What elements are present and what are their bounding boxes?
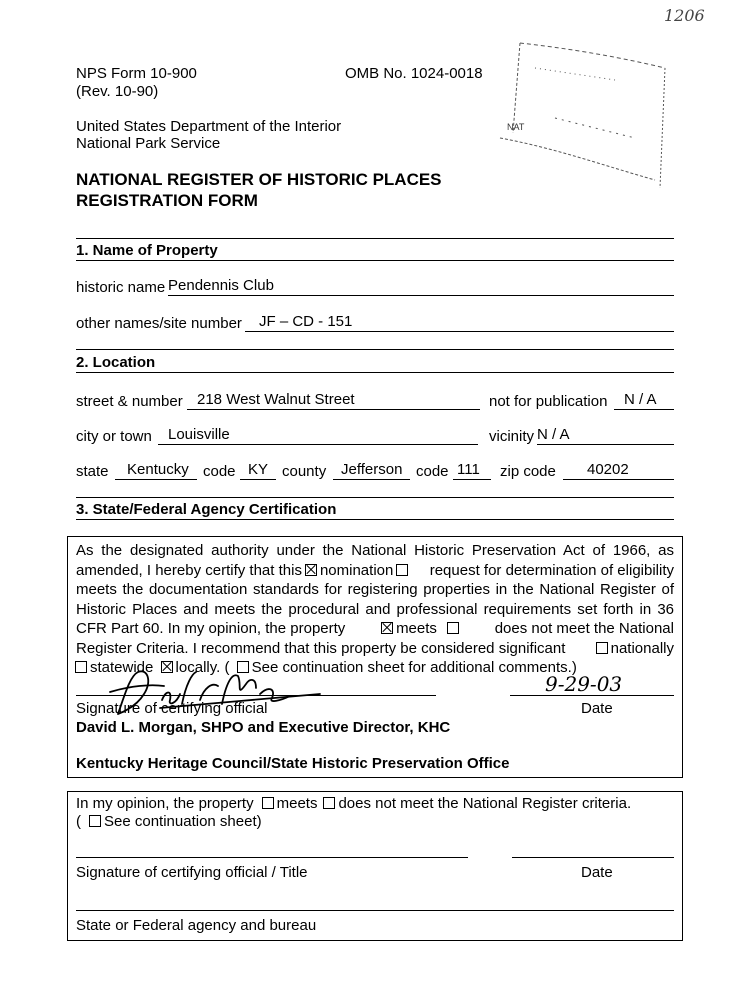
- street-value: 218 West Walnut Street: [197, 391, 355, 408]
- nomination-checkbox[interactable]: [305, 564, 317, 576]
- other-names-label: other names/site number: [76, 315, 242, 332]
- signature-label: Signature of certifying official: [76, 700, 268, 717]
- state-code-value: KY: [248, 461, 269, 478]
- county-label: county: [282, 463, 327, 480]
- county-code-value: 111: [457, 461, 480, 478]
- form-title-line1: NATIONAL REGISTER OF HISTORIC PLACES: [76, 170, 442, 189]
- date-label: Date: [581, 700, 613, 717]
- service: National Park Service: [76, 135, 221, 152]
- other-names-value: JF – CD - 151: [259, 313, 353, 330]
- opinion-date-label: Date: [581, 864, 613, 881]
- zip-value: 40202: [587, 461, 629, 478]
- agency-label: State or Federal agency and bureau: [76, 917, 317, 934]
- statewide-checkbox[interactable]: [75, 661, 87, 673]
- request-checkbox[interactable]: [396, 564, 408, 576]
- form-title-line2: REGISTRATION FORM: [76, 191, 258, 210]
- historic-name-value: Pendennis Club: [168, 277, 274, 294]
- zip-field[interactable]: [563, 461, 674, 480]
- opinion-does-not-meet-checkbox[interactable]: [323, 797, 335, 809]
- not-for-publication-value: N / A: [624, 391, 657, 408]
- handwritten-date: 9-29-03: [545, 672, 623, 696]
- state-code-field[interactable]: [240, 461, 276, 480]
- section1-heading: 1. Name of Property: [76, 242, 218, 259]
- opinion-meets-checkbox[interactable]: [262, 797, 274, 809]
- opinion-signature-line[interactable]: [76, 857, 468, 858]
- city-field[interactable]: [158, 426, 478, 445]
- state-label: state: [76, 463, 109, 480]
- county-field[interactable]: [333, 461, 410, 480]
- opinion-line1: In my opinion, the property meets does not meet the National Register criteria.: [76, 795, 632, 812]
- section3-heading: 3. State/Federal Agency Certification: [76, 501, 337, 518]
- vicinity-field[interactable]: [537, 426, 674, 445]
- state-code-label: code: [203, 463, 236, 480]
- opinion-line2: ( See continuation sheet): [76, 813, 262, 830]
- street-field[interactable]: [187, 391, 480, 410]
- historic-name-field[interactable]: [168, 277, 674, 296]
- svg-text:NAT: NAT: [507, 122, 525, 132]
- street-label: street & number: [76, 393, 183, 410]
- signature-line: [76, 695, 436, 696]
- corner-note: 1206: [664, 6, 705, 25]
- does-not-meet-checkbox[interactable]: [447, 622, 459, 634]
- received-stamp: [495, 38, 675, 188]
- state-field[interactable]: [115, 461, 197, 480]
- not-for-publication-label: not for publication: [489, 393, 608, 410]
- vicinity-value: N / A: [537, 426, 570, 443]
- certification-text: As the designated authority under the National Historic Preservation Act of 1966, as amended, I hereby certify that this nomination request for determination of eligibility meets the documentation standards for registering properties in the National Register of Historic Places and meets the procedural and professional requirements set forth in 36 CFR Part 60. In my opinion, the property meets does not meet the National Register Criteria. I recommend that this property be considered significant nationally statewide locally. ( See continuation sheet for additional comments.): [76, 542, 674, 676]
- county-value: Jefferson: [341, 461, 403, 478]
- opinion-signature-label: Signature of certifying official / Title: [76, 864, 308, 881]
- county-code-label: code: [416, 463, 449, 480]
- state-value: Kentucky: [127, 461, 189, 478]
- city-label: city or town: [76, 428, 152, 445]
- section2-heading: 2. Location: [76, 354, 156, 371]
- date-line: [510, 695, 674, 696]
- not-for-publication-field[interactable]: [614, 391, 674, 410]
- county-code-field[interactable]: [453, 461, 491, 480]
- historic-name-label: historic name: [76, 279, 166, 296]
- opinion-continuation-checkbox[interactable]: [89, 815, 101, 827]
- zip-label: zip code: [500, 463, 556, 480]
- official-name: David L. Morgan, SHPO and Executive Director, KHC: [76, 719, 451, 736]
- omb-number: OMB No. 1024-0018: [345, 65, 483, 82]
- vicinity-label: vicinity: [489, 428, 535, 445]
- department: United States Department of the Interior: [76, 118, 342, 135]
- nationally-checkbox[interactable]: [596, 642, 608, 654]
- form-number: NPS Form 10-900: [76, 65, 197, 82]
- meets-checkbox[interactable]: [381, 622, 393, 634]
- agency-line[interactable]: [76, 910, 674, 911]
- form-revision: (Rev. 10-90): [76, 83, 159, 100]
- office-name: Kentucky Heritage Council/State Historic Preservation Office: [76, 755, 510, 772]
- city-value: Louisville: [168, 426, 230, 443]
- other-names-field[interactable]: [245, 313, 674, 332]
- opinion-date-line[interactable]: [512, 857, 674, 858]
